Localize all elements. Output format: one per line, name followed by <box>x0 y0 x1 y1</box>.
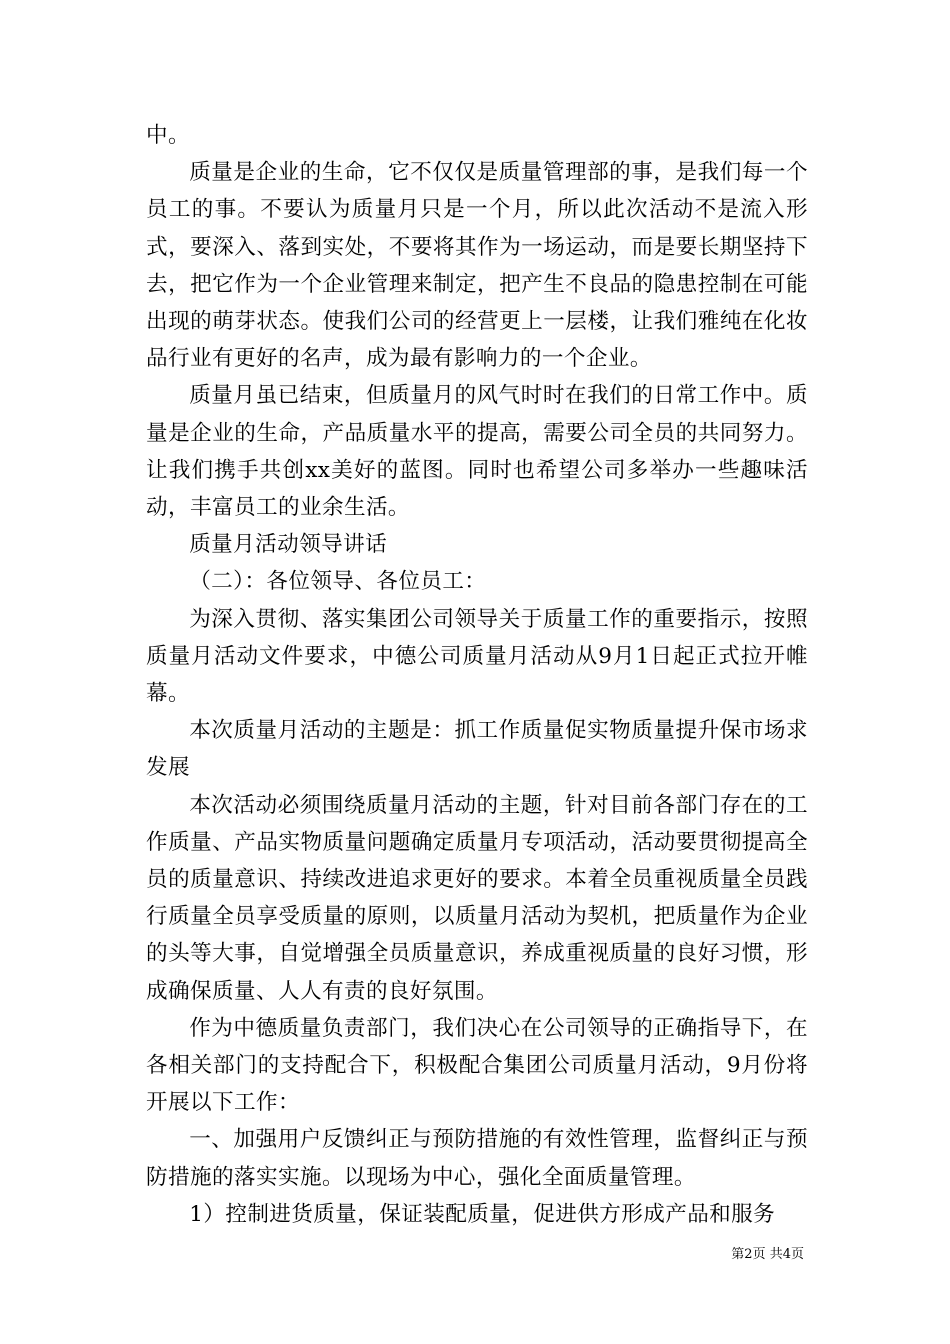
paragraph: 作为中德质量负责部门，我们决心在公司领导的正确指导下，在各相关部门的支持配合下，积极配合集团公司质量月活动，9月份将开展以下工作： <box>146 1015 808 1116</box>
page-suffix: 页 <box>790 1247 804 1262</box>
list-item: 1）控制进货质量，保证装配质量，促进供方形成产品和服务 <box>189 1201 776 1227</box>
paragraph: 质量是企业的生命，它不仅仅是质量管理部的事，是我们每一个员工的事。不要认为质量月只是一个月，所以此次活动不是流入形式，要深入、落到实处，不要将其作为一场运动，而是要长期坚持下去，把它作为一个企业管理来制定，把产生不良品的隐患控制在可能出现的萌芽状态。使我们公司的经营更上一层楼，让我们雅纯在化妆品行业有更好的名声，成为最有影响力的一个企业。 <box>146 160 808 372</box>
page-number-footer <box>731 1247 804 1263</box>
paragraph: 为深入贯彻、落实集团公司领导关于质量工作的重要指示，按照质量月活动文件要求，中德公司质量月活动从9月1日起正式拉开帷幕。 <box>146 606 808 707</box>
salutation: （二）：各位领导、各位员工： <box>189 569 487 595</box>
page-current: 2 <box>744 1247 753 1262</box>
page-middle: 页 共 <box>752 1247 783 1262</box>
page-total: 4 <box>782 1247 791 1262</box>
page-prefix: 第 <box>731 1247 745 1262</box>
list-heading: 一、加强用户反馈纠正与预防措施的有效性管理，监督纠正与预防措施的落实实施。以现场为中心，强化全面质量管理。 <box>146 1127 808 1190</box>
document-body <box>146 117 808 1233</box>
section-title: 质量月活动领导讲话 <box>189 532 388 558</box>
paragraph: 质量月虽已结束，但质量月的风气时时在我们的日常工作中。质量是企业的生命，产品质量水平的提高，需要公司全员的共同努力。让我们携手共创xx美好的蓝图。同时也希望公司多举办一些趣味活动，丰富员工的业余生活。 <box>146 383 808 521</box>
paragraph: 中。 <box>146 123 190 148</box>
paragraph: 本次活动必须围绕质量月活动的主题，针对目前各部门存在的工作质量、产品实物质量问题确定质量月专项活动，活动要贯彻提高全员的质量意识、持续改进追求更好的要求。本着全员重视质量全员践行质量全员享受质量的原则，以质量月活动为契机，把质量作为企业的头等大事，自觉增强全员质量意识，养成重视质量的良好习惯，形成确保质量、人人有责的良好氛围。 <box>146 792 808 1004</box>
paragraph: 本次质量月活动的主题是：抓工作质量促实物质量提升保市场求发展 <box>146 718 808 781</box>
